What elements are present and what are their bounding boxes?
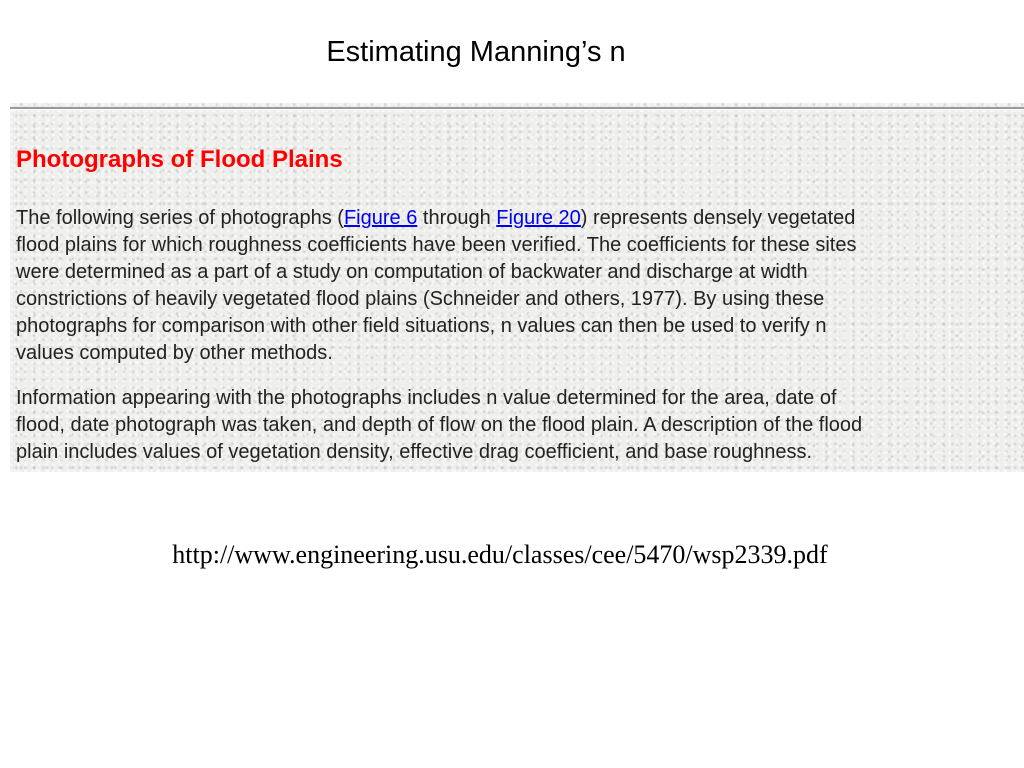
paragraph-line (16, 205, 1016, 232)
text-segment: The following series of photographs ( (16, 207, 344, 229)
source-url: http://www.engineering.usu.edu/classes/cee/5470/wsp2339.pdf (172, 540, 828, 569)
figure-20-link[interactable]: Figure 20 (496, 207, 581, 229)
paragraph-line: flood plains for which roughness coefficients have been verified. The coefficients for these sites (16, 234, 857, 256)
horizontal-rule (10, 107, 1024, 110)
paragraph-line: were determined as a part of a study on computation of backwater and discharge at width (16, 261, 808, 283)
paragraph-line: photographs for comparison with other field situations, n values can then be used to verify n (16, 315, 827, 337)
slide-title: Estimating Manning’s n (326, 36, 626, 68)
paragraph-line: constrictions of heavily vegetated flood plains (Schneider and others, 1977). By using these (16, 288, 825, 310)
text-segment: through (417, 207, 497, 229)
paragraph-line: flood, date photograph was taken, and depth of flow on the flood plain. A description of the flood (16, 414, 863, 436)
section-heading: Photographs of Flood Plains (16, 146, 343, 173)
figure-6-link[interactable]: Figure 6 (343, 207, 418, 229)
text-segment: ) represents densely vegetated (580, 207, 856, 229)
intro-paragraph (16, 205, 1016, 367)
embedded-page-screenshot (10, 103, 1024, 472)
paragraph-line: plain includes values of vegetation density, effective drag coefficient, and base roughness. (16, 441, 813, 463)
info-paragraph (16, 385, 1016, 466)
paragraph-line: values computed by other methods. (16, 342, 333, 364)
paragraph-line: Information appearing with the photographs includes n value determined for the area, date of (16, 387, 837, 409)
